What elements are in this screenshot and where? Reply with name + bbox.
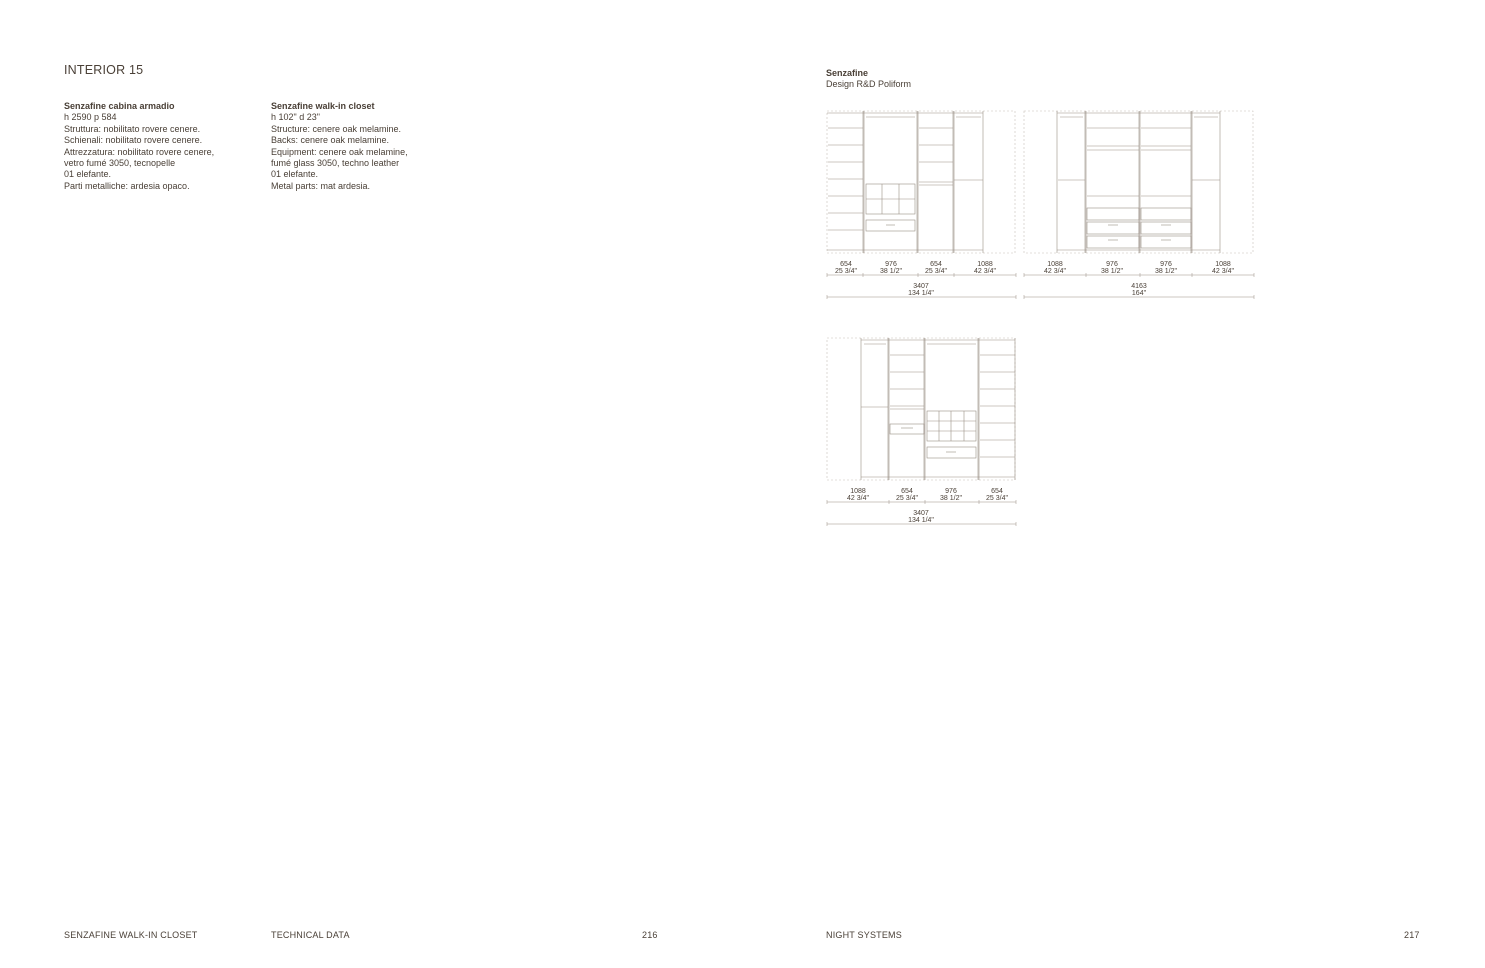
total-mm: 3407 <box>913 510 929 517</box>
spec-line: 01 elefante. <box>64 169 112 180</box>
total-mm: 4163 <box>1131 283 1147 290</box>
spec-line: h 102" d 23" <box>271 112 320 123</box>
total-in: 164" <box>1131 290 1147 297</box>
footer-left-section: TECHNICAL DATA <box>271 930 350 940</box>
module-mm: 1088 <box>977 261 993 268</box>
dimension-labels <box>835 261 996 297</box>
spec-line: vetro fumé 3050, tecnopelle <box>64 158 176 169</box>
module-mm: 1088 <box>850 488 866 495</box>
page-number-left: 216 <box>642 930 658 940</box>
spec-line: Parti metalliche: ardesia opaco. <box>64 180 190 191</box>
module-mm: 654 <box>901 488 913 495</box>
module-mm: 654 <box>991 488 1003 495</box>
section-title: INTERIOR 15 <box>64 63 144 77</box>
module-in: 25 3/4" <box>925 268 947 275</box>
module-in: 42 3/4" <box>1044 268 1066 275</box>
spec-line: Struttura: nobilitato rovere cenere. <box>64 123 201 134</box>
spec-line: Structure: cenere oak melamine. <box>271 123 402 134</box>
module-in: 38 1/2" <box>1155 268 1177 275</box>
module-in: 42 3/4" <box>974 268 996 275</box>
spec-line: Metal parts: mat ardesia. <box>271 180 371 191</box>
spec-line: 01 elefante. <box>271 169 319 180</box>
elevation-drawing-1 <box>826 110 1018 302</box>
footer-right-title: NIGHT SYSTEMS <box>826 930 902 940</box>
total-in: 134 1/4" <box>908 517 934 524</box>
module-in: 25 3/4" <box>986 495 1008 502</box>
module-in: 25 3/4" <box>835 268 857 275</box>
elevation-drawing-3 <box>826 337 1018 529</box>
spec-line: Equipment: cenere oak melamine, <box>271 146 408 157</box>
module-in: 38 1/2" <box>1101 268 1123 275</box>
module-mm: 654 <box>930 261 942 268</box>
spec-line: Schienali: nobilitato rovere cenere. <box>64 135 203 146</box>
module-in: 38 1/2" <box>880 268 902 275</box>
total-in: 134 1/4" <box>908 290 934 297</box>
spec-line: Attrezzatura: nobilitato rovere cenere, <box>64 146 215 157</box>
module-mm: 976 <box>1106 261 1118 268</box>
elevation-drawing-2 <box>1023 110 1257 302</box>
module-in: 42 3/4" <box>1212 268 1234 275</box>
brand-block <box>826 68 911 91</box>
module-mm: 976 <box>945 488 957 495</box>
spec-line: Backs: cenere oak melamine. <box>271 135 390 146</box>
brand-name: Senzafine <box>826 68 869 78</box>
module-in: 38 1/2" <box>940 495 962 502</box>
module-mm: 654 <box>840 261 852 268</box>
module-mm: 976 <box>1160 261 1172 268</box>
spec-line: h 2590 p 584 <box>64 112 117 123</box>
page-number-right: 217 <box>1404 930 1420 940</box>
brand-design: Design R&D Poliform <box>826 79 912 90</box>
total-mm: 3407 <box>913 283 929 290</box>
module-mm: 1088 <box>1215 261 1231 268</box>
module-mm: 1088 <box>1047 261 1063 268</box>
spec-italian-heading: Senzafine cabina armadio <box>64 101 175 111</box>
spec-english-heading: Senzafine walk-in closet <box>271 101 375 111</box>
module-mm: 976 <box>885 261 897 268</box>
module-in: 42 3/4" <box>847 495 869 502</box>
dimension-labels <box>847 488 1008 524</box>
footer-left-title: SENZAFINE WALK-IN CLOSET <box>64 930 198 940</box>
dimension-labels <box>1044 261 1234 297</box>
spec-line: fumé glass 3050, techno leather <box>271 158 400 169</box>
spec-english <box>271 101 461 192</box>
module-in: 25 3/4" <box>896 495 918 502</box>
spec-italian <box>64 101 254 192</box>
